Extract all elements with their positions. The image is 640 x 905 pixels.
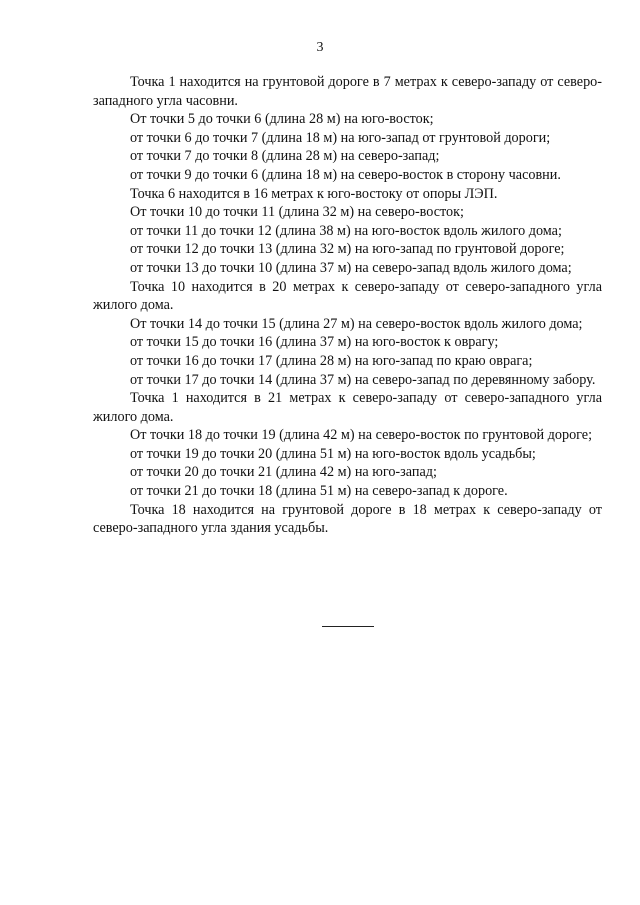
paragraph: от точки 16 до точки 17 (длина 28 м) на юго-запад по краю оврага; <box>130 352 533 369</box>
document-body <box>93 73 602 538</box>
paragraph: Точка 1 находится в 21 метрах к северо-западу от северо-западного угла жилого дома. <box>93 390 602 425</box>
page-number: 3 <box>316 40 324 55</box>
paragraph: от точки 21 до точки 18 (длина 51 м) на северо-запад к дороге. <box>130 483 508 500</box>
paragraph: от точки 9 до точки 6 (длина 18 м) на северо-восток в сторону часовни. <box>130 166 561 183</box>
paragraph: От точки 14 до точки 15 (длина 27 м) на северо-восток вдоль жилого дома; <box>130 315 583 332</box>
paragraph: От точки 10 до точки 11 (длина 32 м) на северо-восток; <box>130 204 464 221</box>
paragraph: от точки 17 до точки 14 (длина 37 м) на северо-запад по деревянному забору. <box>130 371 596 388</box>
paragraph: Точка 10 находится в 20 метрах к северо-западу от северо-западного угла жилого дома. <box>93 278 602 314</box>
paragraph: от точки 13 до точки 10 (длина 37 м) на северо-запад вдоль жилого дома; <box>130 259 572 276</box>
paragraph: от точки 7 до точки 8 (длина 28 м) на северо-запад; <box>130 148 440 165</box>
paragraph: От точки 5 до точки 6 (длина 28 м) на юго-восток; <box>130 111 434 128</box>
paragraph: от точки 20 до точки 21 (длина 42 м) на юго-запад; <box>130 464 437 481</box>
paragraph: от точки 6 до точки 7 (длина 18 м) на юго-запад от грунтовой дороги; <box>130 129 551 146</box>
paragraph: Точка 1 находится на грунтовой дороге в 7 метрах к северо-западу от северо-западного угла часовни. <box>93 74 602 109</box>
paragraph: от точки 15 до точки 16 (длина 37 м) на юго-восток к оврагу; <box>130 334 499 351</box>
paragraph: Точка 6 находится в 16 метрах к юго-востоку от опоры ЛЭП. <box>130 185 498 202</box>
paragraph: Точка 18 находится на грунтовой дороге в 18 метрах к северо-западу от северо-западного угла здания усадьбы. <box>93 501 602 537</box>
paragraph: От точки 18 до точки 19 (длина 42 м) на северо-восток по грунтовой дороге; <box>130 427 593 444</box>
paragraph: от точки 12 до точки 13 (длина 32 м) на юго-запад по грунтовой дороге; <box>130 241 565 258</box>
end-divider <box>322 626 374 627</box>
paragraph: от точки 19 до точки 20 (длина 51 м) на юго-восток вдоль усадьбы; <box>130 445 536 462</box>
paragraph: от точки 11 до точки 12 (длина 38 м) на юго-восток вдоль жилого дома; <box>130 222 562 239</box>
